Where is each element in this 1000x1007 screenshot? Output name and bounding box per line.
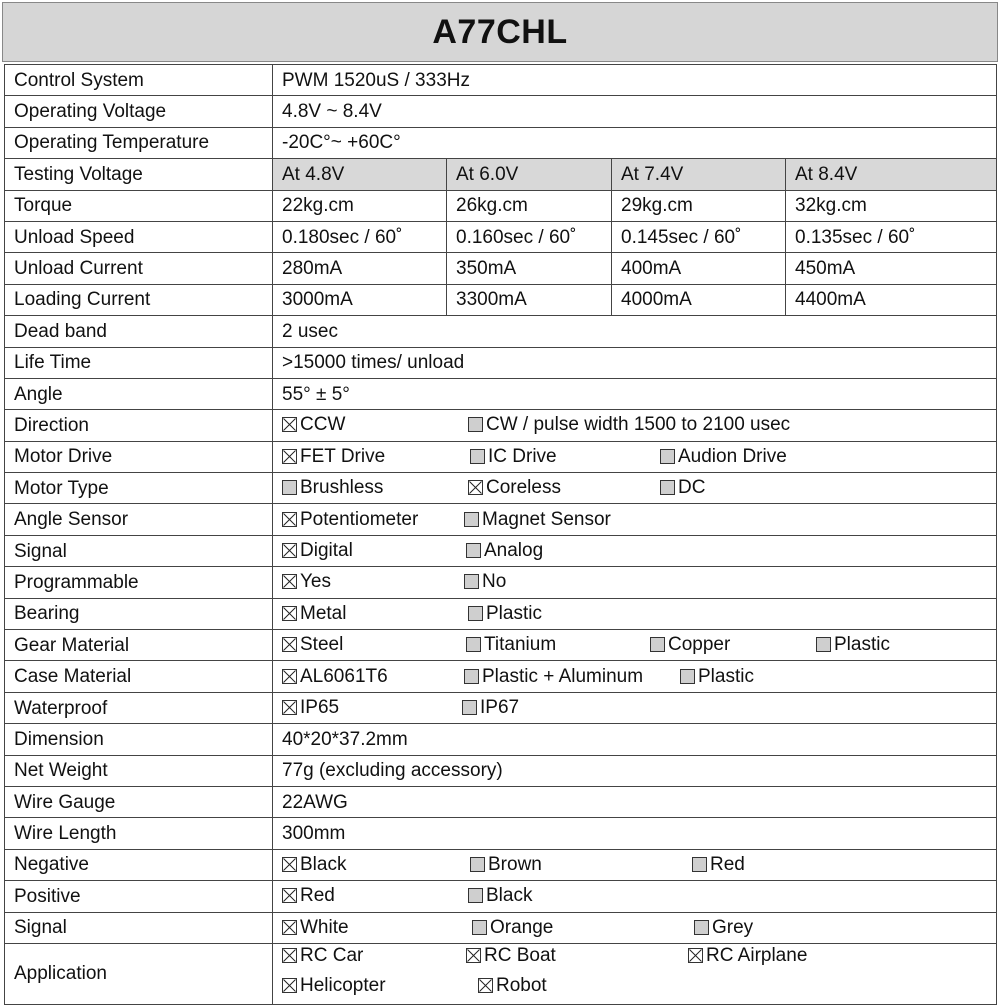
checkbox-option[interactable] [470, 447, 557, 466]
checkbox-option[interactable] [282, 918, 349, 937]
checkbox-option[interactable] [466, 635, 556, 654]
option-label: Black [300, 853, 347, 875]
application-options [273, 943, 997, 1004]
unchecked-box-icon[interactable] [660, 480, 675, 495]
option-label: Yes [300, 571, 331, 593]
performance-value: 22kg.cm [273, 190, 447, 221]
spec-row [5, 786, 997, 817]
option-label: Red [300, 885, 335, 907]
checkbox-option[interactable] [282, 572, 331, 591]
testing-voltage-row [5, 159, 997, 190]
unchecked-box-icon[interactable] [660, 449, 675, 464]
row-label: Dimension [5, 724, 273, 755]
row-value: 40*20*37.2mm [273, 724, 997, 755]
row-label: Waterproof [5, 692, 273, 723]
option-row [5, 630, 997, 661]
option-label: Digital [300, 540, 353, 562]
row-options [273, 849, 997, 880]
application-row [5, 943, 997, 1004]
voltage-header: At 7.4V [612, 159, 786, 190]
unchecked-box-icon[interactable] [680, 669, 695, 684]
checkbox-option[interactable] [282, 635, 343, 654]
checkbox-option[interactable] [466, 946, 556, 965]
spec-row [5, 65, 997, 96]
spec-row [5, 724, 997, 755]
checked-box-icon[interactable] [282, 669, 297, 684]
unchecked-box-icon[interactable] [470, 449, 485, 464]
checkbox-option[interactable] [464, 572, 506, 591]
row-value: 77g (excluding accessory) [273, 755, 997, 786]
row-value: PWM 1520uS / 333Hz [273, 65, 997, 96]
performance-value: 0.145sec / 60˚ [612, 221, 786, 252]
checked-box-icon[interactable] [282, 978, 297, 993]
checkbox-option[interactable] [282, 886, 335, 905]
unchecked-box-icon[interactable] [692, 857, 707, 872]
row-options [273, 473, 997, 504]
spec-table [4, 64, 997, 1005]
unchecked-box-icon[interactable] [816, 637, 831, 652]
option-label: Metal [300, 602, 347, 624]
option-label: CW / pulse width 1500 to 2100 usec [486, 414, 791, 436]
option-group [282, 539, 987, 563]
unchecked-box-icon[interactable] [694, 920, 709, 935]
row-label: Signal [5, 912, 273, 943]
row-options [273, 692, 997, 723]
voltage-header: At 8.4V [786, 159, 997, 190]
row-value: 2 usec [273, 316, 997, 347]
checked-box-icon[interactable] [282, 543, 297, 558]
option-label: RC Boat [484, 944, 556, 966]
checkbox-option[interactable] [694, 918, 753, 937]
option-label: Potentiometer [300, 508, 419, 530]
wire-color-row [5, 849, 997, 880]
page-title: A77CHL [432, 12, 568, 51]
unchecked-box-icon[interactable] [470, 857, 485, 872]
checked-box-icon[interactable] [282, 417, 297, 432]
row-label: Direction [5, 410, 273, 441]
option-label: Steel [300, 634, 344, 656]
checkbox-option[interactable] [472, 918, 553, 937]
row-options [273, 535, 997, 566]
option-label: Audion Drive [678, 445, 787, 467]
row-label: Programmable [5, 567, 273, 598]
option-label: Copper [668, 634, 731, 656]
option-label: FET Drive [300, 445, 386, 467]
row-label: Gear Material [5, 630, 273, 661]
option-label: AL6061T6 [300, 665, 388, 687]
unchecked-box-icon[interactable] [282, 480, 297, 495]
row-options [273, 881, 997, 912]
unchecked-box-icon[interactable] [466, 543, 481, 558]
unchecked-box-icon[interactable] [466, 637, 481, 652]
checkbox-option[interactable] [468, 478, 561, 497]
unchecked-box-icon[interactable] [468, 606, 483, 621]
row-label: Angle [5, 378, 273, 409]
checked-box-icon[interactable] [478, 978, 493, 993]
option-group [282, 445, 987, 469]
performance-value: 26kg.cm [447, 190, 612, 221]
option-label: Brushless [300, 477, 384, 499]
checkbox-option[interactable] [692, 855, 745, 874]
checkbox-option[interactable] [282, 541, 353, 560]
unchecked-box-icon[interactable] [650, 637, 665, 652]
row-label: Unload Speed [5, 221, 273, 252]
checkbox-option[interactable] [282, 415, 345, 434]
row-label: Operating Temperature [5, 127, 273, 158]
row-label: Motor Type [5, 473, 273, 504]
option-label: IC Drive [488, 445, 557, 467]
row-options [273, 598, 997, 629]
option-label: IP67 [480, 697, 520, 718]
performance-value: 32kg.cm [786, 190, 997, 221]
performance-value: 0.180sec / 60˚ [273, 221, 447, 252]
option-row [5, 410, 997, 441]
row-label: Case Material [5, 661, 273, 692]
option-label: Orange [490, 916, 554, 938]
checkbox-option[interactable] [468, 886, 532, 905]
checkbox-option[interactable] [462, 698, 519, 717]
performance-value: 4000mA [612, 284, 786, 315]
checkbox-option[interactable] [478, 976, 547, 995]
option-group [282, 696, 987, 720]
row-label: Wire Length [5, 818, 273, 849]
option-label: Plastic [834, 634, 890, 656]
option-row [5, 567, 997, 598]
option-label: Plastic [698, 665, 754, 687]
checkbox-option[interactable] [466, 541, 543, 560]
row-label: Bearing [5, 598, 273, 629]
row-options [273, 504, 997, 535]
checkbox-option[interactable] [282, 667, 388, 686]
checked-box-icon[interactable] [282, 948, 297, 963]
checkbox-option[interactable] [650, 635, 730, 654]
unchecked-box-icon[interactable] [468, 888, 483, 903]
row-label: Testing Voltage [5, 159, 273, 190]
option-label: Red [710, 853, 745, 875]
performance-value: 3300mA [447, 284, 612, 315]
checked-box-icon[interactable] [282, 449, 297, 464]
spec-row [5, 818, 997, 849]
option-group [282, 633, 987, 657]
option-row [5, 692, 997, 723]
row-options [273, 661, 997, 692]
option-label: Black [486, 885, 533, 907]
option-row [5, 441, 997, 472]
checked-box-icon[interactable] [282, 512, 297, 527]
checkbox-option[interactable] [282, 478, 383, 497]
title-bar [2, 2, 998, 62]
row-label: Motor Drive [5, 441, 273, 472]
option-label: Plastic + Aluminum [482, 665, 644, 687]
option-label: Plastic [486, 602, 542, 624]
checkbox-option[interactable] [282, 447, 385, 466]
option-label: RC Airplane [706, 944, 808, 966]
spec-row [5, 96, 997, 127]
row-options [273, 410, 997, 441]
row-label: Unload Current [5, 253, 273, 284]
option-label: Titanium [484, 634, 557, 656]
option-row [5, 535, 997, 566]
option-group [282, 665, 987, 689]
checked-box-icon[interactable] [282, 857, 297, 872]
checkbox-option[interactable] [468, 604, 542, 623]
performance-row [5, 190, 997, 221]
checked-box-icon[interactable] [282, 888, 297, 903]
performance-value: 4400mA [786, 284, 997, 315]
row-options [273, 567, 997, 598]
option-label: DC [678, 477, 706, 499]
option-row [5, 661, 997, 692]
row-value: 4.8V ~ 8.4V [273, 96, 997, 127]
checkbox-option[interactable] [464, 667, 643, 686]
option-label: Helicopter [300, 974, 386, 996]
option-row [5, 504, 997, 535]
performance-value: 0.135sec / 60˚ [786, 221, 997, 252]
performance-value: 3000mA [273, 284, 447, 315]
checkbox-option[interactable] [282, 510, 418, 529]
voltage-header: At 6.0V [447, 159, 612, 190]
checked-box-icon[interactable] [282, 574, 297, 589]
spec-row [5, 316, 997, 347]
row-label: Loading Current [5, 284, 273, 315]
spec-row [5, 378, 997, 409]
row-options [273, 441, 997, 472]
row-label: Signal [5, 535, 273, 566]
checkbox-option[interactable] [464, 510, 611, 529]
row-label: Wire Gauge [5, 786, 273, 817]
row-label: Angle Sensor [5, 504, 273, 535]
checked-box-icon[interactable] [466, 948, 481, 963]
option-label: RC Car [300, 944, 364, 966]
checkbox-option[interactable] [282, 698, 339, 717]
unchecked-box-icon[interactable] [472, 920, 487, 935]
checked-box-icon[interactable] [468, 480, 483, 495]
row-value: >15000 times/ unload [273, 347, 997, 378]
option-group [282, 602, 987, 626]
performance-row [5, 221, 997, 252]
row-label: Application [5, 943, 273, 1004]
performance-row [5, 253, 997, 284]
option-label: Analog [484, 540, 544, 562]
row-value: 22AWG [273, 786, 997, 817]
performance-value: 0.160sec / 60˚ [447, 221, 612, 252]
checkbox-option[interactable] [282, 976, 386, 995]
performance-value: 29kg.cm [612, 190, 786, 221]
performance-row [5, 284, 997, 315]
row-label: Control System [5, 65, 273, 96]
option-label: Brown [488, 853, 542, 875]
spec-row [5, 347, 997, 378]
option-group [282, 944, 987, 974]
option-label: Coreless [486, 477, 561, 499]
option-group [282, 974, 987, 1004]
option-group [282, 570, 987, 594]
row-label: Torque [5, 190, 273, 221]
spec-row [5, 755, 997, 786]
row-options [273, 630, 997, 661]
option-label: Magnet Sensor [482, 508, 611, 530]
row-label: Operating Voltage [5, 96, 273, 127]
row-value: 300mm [273, 818, 997, 849]
checkbox-option[interactable] [282, 946, 363, 965]
option-group [282, 916, 987, 940]
checkbox-option[interactable] [660, 478, 705, 497]
row-value: 55° ± 5° [273, 378, 997, 409]
checked-box-icon[interactable] [688, 948, 703, 963]
option-row [5, 598, 997, 629]
checkbox-option[interactable] [470, 855, 542, 874]
performance-value: 400mA [612, 253, 786, 284]
checkbox-option[interactable] [282, 604, 346, 623]
unchecked-box-icon[interactable] [462, 700, 477, 715]
row-label: Negative [5, 849, 273, 880]
wire-color-row [5, 912, 997, 943]
checkbox-option[interactable] [660, 447, 787, 466]
checked-box-icon[interactable] [282, 700, 297, 715]
checked-box-icon[interactable] [282, 606, 297, 621]
option-label: No [482, 571, 507, 593]
checkbox-option[interactable] [282, 855, 346, 874]
option-label: IP65 [300, 697, 340, 718]
performance-value: 350mA [447, 253, 612, 284]
spec-row [5, 127, 997, 158]
unchecked-box-icon[interactable] [468, 417, 483, 432]
performance-value: 280mA [273, 253, 447, 284]
option-group [282, 853, 987, 877]
row-label: Net Weight [5, 755, 273, 786]
voltage-header: At 4.8V [273, 159, 447, 190]
option-label: CCW [300, 414, 346, 436]
option-group [282, 508, 987, 532]
checked-box-icon[interactable] [282, 637, 297, 652]
checkbox-option[interactable] [468, 415, 790, 434]
checkbox-option[interactable] [680, 667, 754, 686]
row-value: -20C°~ +60C° [273, 127, 997, 158]
checkbox-option[interactable] [816, 635, 890, 654]
option-row [5, 473, 997, 504]
unchecked-box-icon[interactable] [464, 669, 479, 684]
row-label: Dead band [5, 316, 273, 347]
checked-box-icon[interactable] [282, 920, 297, 935]
unchecked-box-icon[interactable] [464, 574, 479, 589]
row-label: Positive [5, 881, 273, 912]
option-group [282, 884, 987, 908]
option-group [282, 476, 987, 500]
option-label: Robot [496, 974, 547, 996]
option-group [282, 413, 987, 437]
option-label: Grey [712, 916, 754, 938]
row-label: Life Time [5, 347, 273, 378]
option-label: White [300, 916, 349, 938]
performance-value: 450mA [786, 253, 997, 284]
checkbox-option[interactable] [688, 946, 807, 965]
row-options [273, 912, 997, 943]
unchecked-box-icon[interactable] [464, 512, 479, 527]
wire-color-row [5, 881, 997, 912]
